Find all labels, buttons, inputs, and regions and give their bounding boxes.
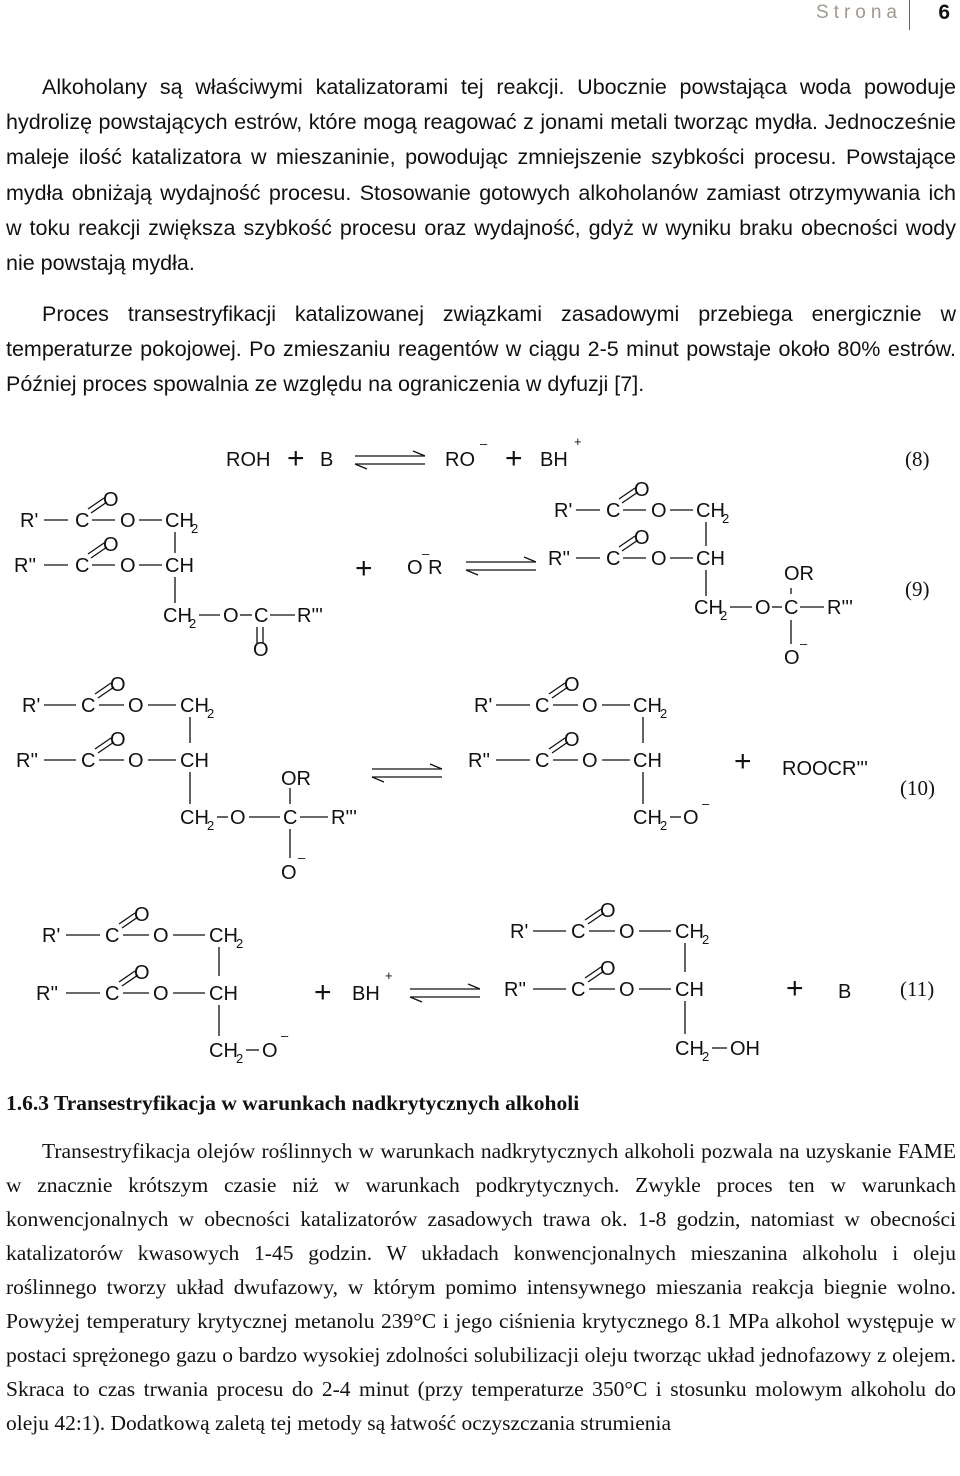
eq9-r2: R'' bbox=[14, 555, 37, 577]
eq11-c1: C bbox=[105, 925, 120, 947]
eq11-plus-charge: + bbox=[385, 968, 393, 983]
eq9-o6: O bbox=[253, 639, 269, 661]
eq11-p-ch2-top: CH bbox=[675, 921, 704, 943]
eq9-p-ch: CH bbox=[696, 548, 725, 570]
paragraph-supercritical: Transestryfikacja olejów roślinnych w warunkach nadkrytycznych alkoholi pozwala na uzyskanie FAME w znacznie krótszym czasie niż w warunkach podkrytycznych. Zwykle proces ten w warunkach konwencjonalnych w obecności katalizatorów zasadowych trawa ok. 1-8 godzin, natomiast w obecności katalizatorów kwasowych 1-45 godzin. W układach konwencjonalnych mieszanina alkoholu i oleju roślinnego tworzy układ dwufazowy, w którym pomimo intensywnego mieszania reakcja biegnie wolno. Powyżej temperatury krytycznej metanolu 239°C i jego ciśnienia krytycznego 8.1 MPa alkohol występuje w postaci sprężonego gazu o bardzo wysokiej zdolności solubilizacji oleju tworząc układ jednofazowy z olejem. Skraca to czas trwania procesu do 2-4 minut (przy temperaturze 350°C i stosunku molowym alkoholu do oleju 42:1). Dodatkową zaletą tej metody są łatwość oczyszczania strumienia bbox=[6, 1139, 956, 1435]
eq9-minus: – bbox=[422, 546, 430, 561]
eq11-r2: R'' bbox=[36, 983, 59, 1005]
eq9-p-o4: O bbox=[651, 548, 667, 570]
eq9-p-o6: O bbox=[784, 647, 800, 669]
paragraph-process: Proces transestryfikacji katalizowanej związkami zasadowymi przebiega energicznie w temperaturze pokojowej. Po zmieszaniu reagentów w ciągu 2-5 minut powstaje około 80% estrów. Później proces spowalnia ze względu na ograniczenia w dyfuzji [7]. bbox=[6, 302, 956, 397]
eq9-p-minus: – bbox=[800, 636, 808, 651]
eq9-p-o1: O bbox=[634, 479, 650, 501]
eq11-c2: C bbox=[105, 983, 120, 1005]
eq9-p-r3: R''' bbox=[827, 597, 853, 619]
eq8-roh: ROH bbox=[226, 449, 271, 471]
eq8-plus-charge: + bbox=[574, 434, 582, 449]
eq9-p-or: OR bbox=[784, 563, 814, 585]
eq9-p-r1: R' bbox=[554, 500, 573, 522]
eq10-equilibrium-arrows bbox=[372, 764, 442, 782]
eq9-ch: CH bbox=[165, 555, 194, 577]
eq8-base: B bbox=[320, 449, 334, 471]
eq9-o3: O bbox=[103, 534, 119, 556]
eq10-p-ch2-bottom: CH bbox=[633, 807, 662, 829]
eq11-p-r2: R'' bbox=[504, 979, 527, 1001]
eq10-ester: ROOCR''' bbox=[782, 758, 868, 780]
eq8-minus-charge: – bbox=[480, 436, 488, 451]
eq10-r3: R''' bbox=[331, 807, 357, 829]
section-heading: 1.6.3 Transestryfikacja w warunkach nadkrytycznych alkoholi bbox=[6, 1091, 580, 1115]
eq9-o2: O bbox=[120, 510, 136, 532]
eq9-c2: C bbox=[75, 555, 90, 577]
eq9-equilibrium-arrows bbox=[466, 557, 536, 575]
eq10-o2: O bbox=[128, 695, 144, 717]
eq10-sub: 2 bbox=[660, 706, 668, 721]
eq9-p-ch2-bottom: CH bbox=[694, 597, 723, 619]
eq9-sub: 2 bbox=[189, 616, 197, 631]
eq10-p-o1: O bbox=[564, 674, 580, 696]
eq9-sub: 2 bbox=[722, 511, 730, 526]
eq11-plus-2: + bbox=[786, 972, 804, 1005]
eq10-ch2-bottom: CH bbox=[180, 807, 209, 829]
eq10-minus: – bbox=[298, 850, 306, 865]
eq10-r2: R'' bbox=[16, 750, 39, 772]
eq11-r1: R' bbox=[42, 925, 61, 947]
eq10-ch2-top: CH bbox=[180, 695, 209, 717]
eq10-sub: 2 bbox=[207, 706, 215, 721]
equation-9 bbox=[14, 479, 930, 669]
eq11-o1: O bbox=[134, 904, 150, 926]
eq8-equilibrium-arrows bbox=[355, 451, 425, 469]
eq10-p-r1: R' bbox=[474, 695, 493, 717]
eq10-p-c1: C bbox=[535, 695, 550, 717]
eq9-p-o5: O bbox=[755, 597, 771, 619]
eq10-p-o2: O bbox=[582, 695, 598, 717]
equation-11 bbox=[36, 900, 934, 1066]
paragraph-catalysts: Alkoholany są właściwymi katalizatorami tej reakcji. Ubocznie powstająca woda powoduje hydrolizę powstających estrów, które mogą reagować z jonami metali tworząc mydła. Jednocześnie maleje ilość katalizatora w mieszaninie, powodując zmniejszenie szybkości procesu. Powstające mydła obniżają wydajność procesu. Stosowanie gotowych alkoholanów zamiast otrzymywania ich w toku reakcji zwiększa szybkość procesu oraz wydajność, gdyż w wyniku braku obecności wody nie powstają mydła. bbox=[6, 75, 956, 276]
eq11-p-o2: O bbox=[619, 921, 635, 943]
eq11-base: B bbox=[838, 981, 852, 1003]
eq11-sub: 2 bbox=[702, 1049, 710, 1064]
eq11-p-o1: O bbox=[600, 900, 616, 922]
eq10-p-r2: R'' bbox=[468, 750, 491, 772]
eq8-plus-2: + bbox=[505, 442, 523, 475]
eq9-r1: R' bbox=[20, 510, 39, 532]
eq10-r1: R' bbox=[22, 695, 41, 717]
eq11-p-ch2-bottom: CH bbox=[675, 1038, 704, 1060]
eq9-p-c2: C bbox=[606, 548, 621, 570]
eq9-sub: 2 bbox=[191, 521, 199, 536]
eq9-label: (9) bbox=[905, 577, 930, 601]
eq11-plus-1: + bbox=[314, 976, 332, 1009]
eq11-p-r1: R' bbox=[510, 921, 529, 943]
eq9-p-c1: C bbox=[606, 500, 621, 522]
eq10-o4: O bbox=[128, 750, 144, 772]
eq9-o5: O bbox=[223, 605, 239, 627]
eq9-plus: + bbox=[355, 552, 373, 585]
eq9-o1: O bbox=[103, 489, 119, 511]
eq11-p-c1: C bbox=[571, 921, 586, 943]
eq11-o2: O bbox=[153, 925, 169, 947]
eq11-sub: 2 bbox=[236, 1051, 244, 1066]
eq9-p-c3: C bbox=[784, 597, 799, 619]
equation-10 bbox=[16, 674, 935, 884]
equation-8 bbox=[226, 434, 930, 475]
eq9-ch2-top: CH bbox=[165, 510, 194, 532]
eq9-p-o2: O bbox=[651, 500, 667, 522]
eq11-p-ch: CH bbox=[675, 979, 704, 1001]
eq11-label: (11) bbox=[900, 977, 935, 1001]
eq11-o3: O bbox=[134, 962, 150, 984]
eq11-o5: O bbox=[262, 1040, 278, 1062]
eq10-o5: O bbox=[230, 807, 246, 829]
eq9-c1: C bbox=[75, 510, 90, 532]
eq10-p-minus: – bbox=[702, 796, 710, 811]
eq9-ch2-bottom: CH bbox=[163, 605, 192, 627]
eq8-protonated-base: BH bbox=[540, 449, 568, 471]
eq11-equilibrium-arrows bbox=[410, 984, 480, 1002]
eq11-p-c2: C bbox=[571, 979, 586, 1001]
eq11-ch: CH bbox=[209, 983, 238, 1005]
eq10-p-o4: O bbox=[582, 750, 598, 772]
eq10-label: (10) bbox=[900, 776, 935, 800]
page-number: 6 bbox=[938, 1, 950, 24]
eq10-plus: + bbox=[734, 745, 752, 778]
eq10-ch: CH bbox=[180, 750, 209, 772]
eq11-sub: 2 bbox=[702, 932, 710, 947]
eq11-sub: 2 bbox=[236, 936, 244, 951]
eq9-sub: 2 bbox=[720, 608, 728, 623]
eq10-or: OR bbox=[281, 768, 311, 790]
eq11-p-o3: O bbox=[600, 958, 616, 980]
eq9-p-ch2-top: CH bbox=[696, 500, 725, 522]
eq10-o3: O bbox=[110, 729, 126, 751]
eq10-sub: 2 bbox=[660, 818, 668, 833]
eq8-alkoxide: RO bbox=[445, 449, 475, 471]
eq10-p-o5: O bbox=[683, 807, 699, 829]
eq8-plus-1: + bbox=[287, 442, 305, 475]
eq11-minus: – bbox=[281, 1028, 289, 1043]
eq9-alkoxide: O R bbox=[407, 557, 443, 579]
eq9-o4: O bbox=[120, 555, 136, 577]
eq10-p-ch2-top: CH bbox=[633, 695, 662, 717]
eq10-c2: C bbox=[81, 750, 96, 772]
eq9-p-o3: O bbox=[634, 527, 650, 549]
eq10-c1: C bbox=[81, 695, 96, 717]
eq9-r3: R''' bbox=[297, 605, 323, 627]
eq10-c3: C bbox=[283, 807, 298, 829]
eq11-p-oh: OH bbox=[730, 1038, 760, 1060]
eq11-ch2-bottom: CH bbox=[209, 1040, 238, 1062]
eq9-c3: C bbox=[254, 605, 269, 627]
eq10-p-ch: CH bbox=[633, 750, 662, 772]
page-label: Strona bbox=[816, 2, 902, 23]
eq9-p-r2: R'' bbox=[548, 548, 571, 570]
eq11-p-o4: O bbox=[619, 979, 635, 1001]
eq10-o1: O bbox=[110, 674, 126, 696]
eq11-ch2-top: CH bbox=[209, 925, 238, 947]
eq10-p-o3: O bbox=[564, 729, 580, 751]
eq11-protonated-base: BH bbox=[352, 983, 380, 1005]
eq10-o6: O bbox=[281, 862, 297, 884]
eq8-label: (8) bbox=[905, 447, 930, 471]
eq10-sub: 2 bbox=[207, 818, 215, 833]
eq11-o4: O bbox=[153, 983, 169, 1005]
eq10-p-c2: C bbox=[535, 750, 550, 772]
